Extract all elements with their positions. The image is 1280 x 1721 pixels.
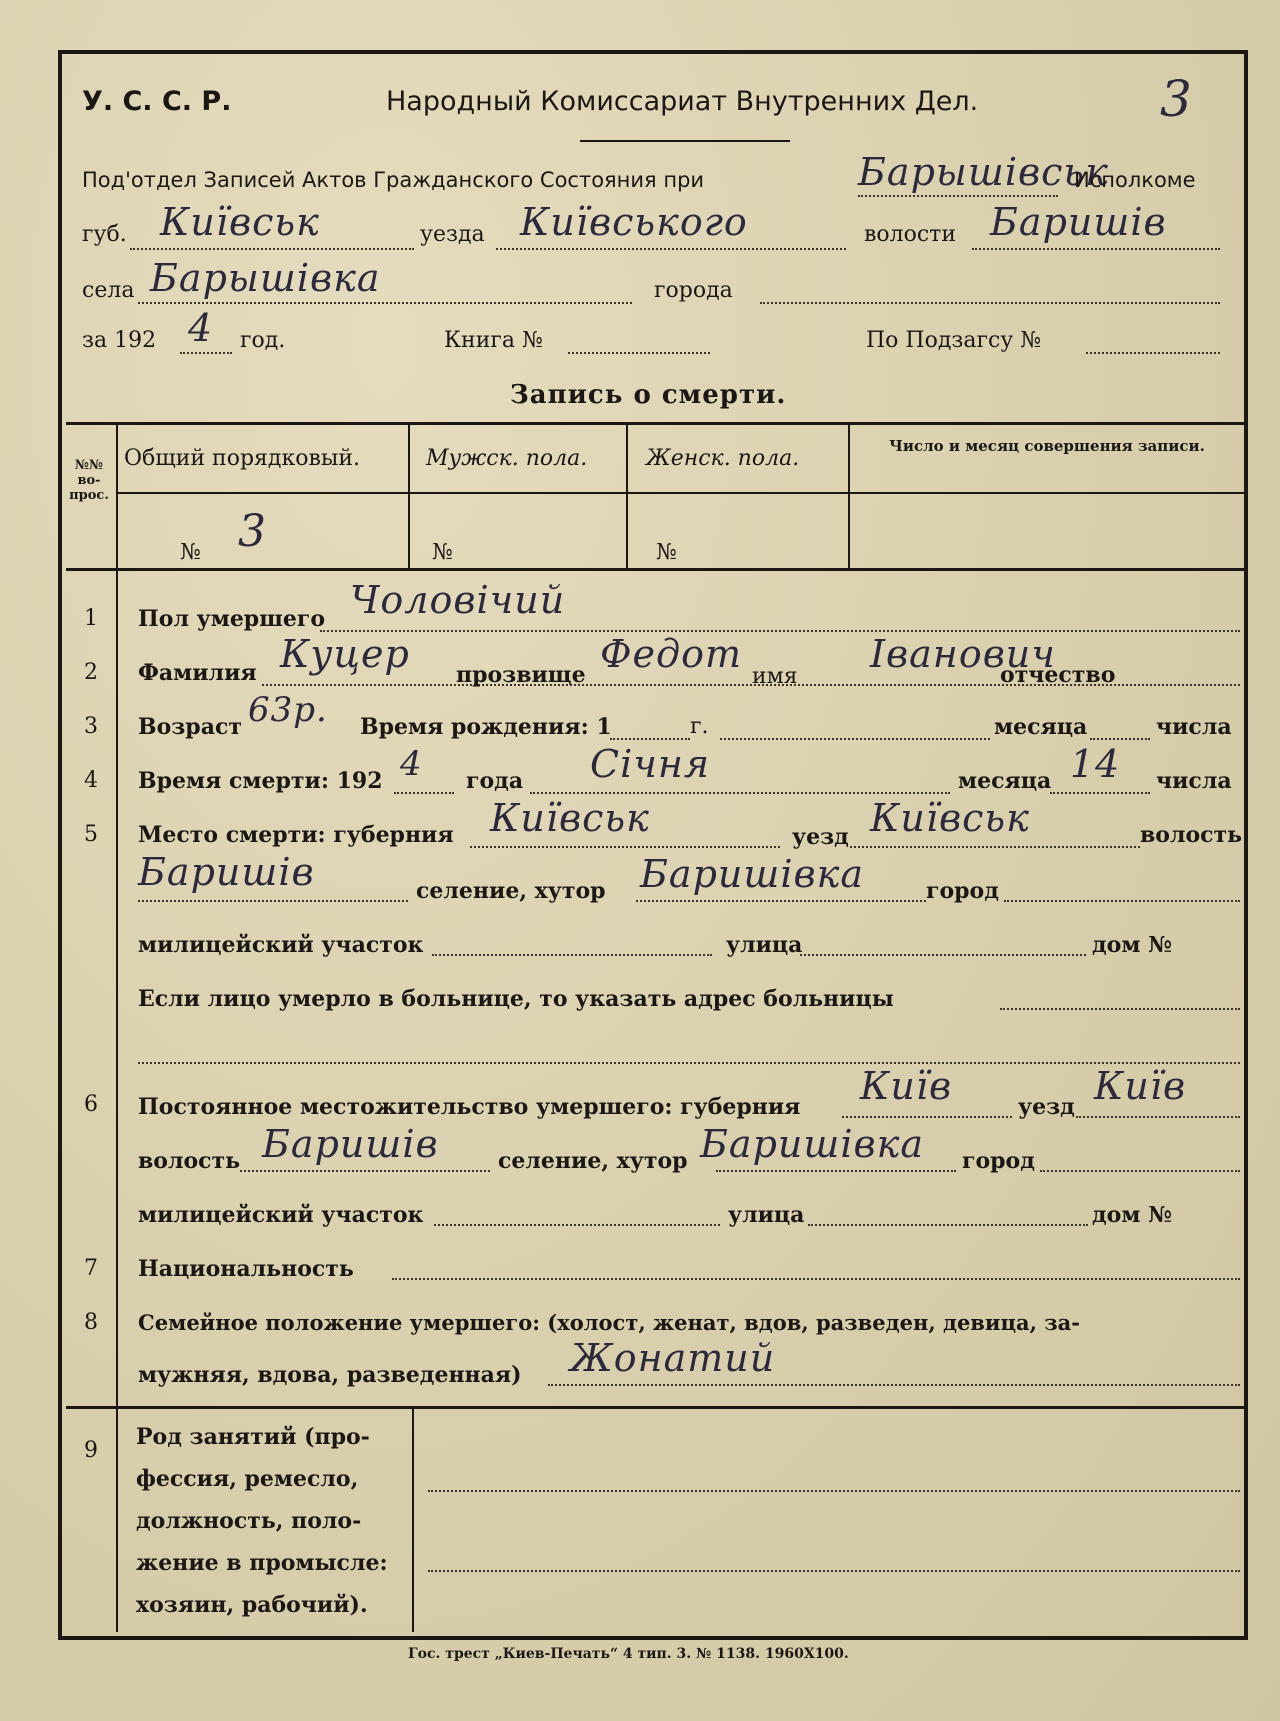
death-month-line: [530, 792, 950, 794]
subzags-label: По Подзагсу №: [866, 328, 1042, 353]
residence-selo-line: [716, 1170, 956, 1172]
nickname-label: прозвище: [456, 662, 586, 688]
female-header: Женск. пола.: [646, 446, 800, 471]
marital-value: Жонатий: [570, 1336, 776, 1380]
residence-house-label: дом №: [1092, 1202, 1173, 1228]
year-value: 4: [188, 306, 214, 350]
general-no-sign: №: [180, 540, 201, 565]
year-prefix: за 192: [82, 328, 157, 353]
volost-value: Баришів: [990, 200, 1167, 244]
residence-volost-label: волость: [138, 1148, 241, 1174]
sex-line: [320, 630, 1240, 632]
year-line: [180, 352, 232, 354]
document-number: 3: [1160, 70, 1193, 128]
hospital-line-2: [138, 1062, 1240, 1064]
date-header: Число и месяц совершения записи.: [889, 437, 1205, 455]
gub-line: [130, 248, 414, 250]
residence-uezd-label: уезд: [1018, 1094, 1075, 1120]
general-header: Общий порядковый.: [124, 446, 361, 471]
death-militia-label: милицейский участок: [138, 932, 424, 958]
gorod-label: города: [654, 278, 733, 303]
uezd-line: [496, 248, 846, 250]
birth-day-line: [1090, 738, 1150, 740]
male-no-sign: №: [432, 540, 453, 565]
row-number-5: 5: [84, 822, 98, 847]
reg-col-divider-3: [848, 422, 850, 568]
general-no-value: 3: [238, 506, 267, 557]
book-line: [568, 352, 710, 354]
occupation-label-5: хозяин, рабочий).: [136, 1592, 368, 1618]
selo-label: села: [82, 278, 135, 303]
residence-selo-label: селение, хутор: [498, 1148, 688, 1174]
death-street-label: улица: [726, 932, 803, 958]
residence-uezd-line: [1076, 1116, 1240, 1118]
commissariat-title: Народный Комиссариат Внутренних Дел.: [386, 86, 979, 117]
sex-value: Чоловічий: [350, 578, 566, 622]
gub-value: Київськ: [160, 200, 320, 244]
residence-militia-label: милицейский участок: [138, 1202, 424, 1228]
marital-label-line2: мужняя, вдова, разведенная): [138, 1362, 522, 1388]
death-day-value: 14: [1070, 742, 1121, 786]
ussr-label: У. С. С. Р.: [82, 86, 232, 117]
residence-gorod-label: город: [962, 1148, 1035, 1174]
residence-selo-value: Баришівка: [700, 1122, 924, 1166]
residence-gorod-line: [1040, 1170, 1240, 1172]
birth-day-label: числа: [1156, 714, 1232, 740]
residence-gub-line: [842, 1116, 1012, 1118]
subdept-label: Под'отдел Записей Актов Гражданского Состояния при: [82, 168, 705, 192]
first-name-value: Федот: [600, 632, 743, 676]
executive-line: [858, 195, 1058, 197]
row9-top-border: [66, 1406, 1246, 1409]
death-house-label: дом №: [1092, 932, 1173, 958]
occupation-label-3: должность, поло-: [136, 1508, 362, 1534]
selo-line: [138, 302, 632, 304]
hospital-line-1: [1000, 1008, 1240, 1010]
patronymic-value: Іванович: [870, 632, 1056, 676]
year-suffix: год.: [240, 328, 286, 353]
female-no-sign: №: [656, 540, 677, 565]
birth-label: Время рождения: 1: [360, 714, 612, 740]
subzags-line: [1086, 352, 1220, 354]
volost-line: [972, 248, 1220, 250]
death-gub-value: Київськ: [490, 796, 650, 840]
residence-street-line: [808, 1224, 1088, 1226]
residence-gub-value: Київ: [860, 1064, 953, 1108]
occupation-label-4: жение в промысле:: [136, 1550, 388, 1576]
death-volost-line: [138, 900, 408, 902]
death-gorod-label: город: [926, 878, 999, 904]
death-street-line: [800, 954, 1086, 956]
death-day-label: числа: [1156, 768, 1232, 794]
row-number-3: 3: [84, 714, 98, 739]
row-number-6: 6: [84, 1092, 98, 1117]
occupation-label-2: фессия, ремесло,: [136, 1466, 359, 1492]
death-selo-label: селение, хутор: [416, 878, 606, 904]
residence-uezd-value: Київ: [1094, 1064, 1187, 1108]
death-day-line: [1050, 792, 1150, 794]
death-volost-value: Баришів: [138, 850, 315, 894]
age-value: 63р.: [248, 690, 328, 730]
death-year-line: [394, 792, 454, 794]
row9-divider: [412, 1406, 414, 1632]
death-uezd-line: [850, 846, 1140, 848]
row-number-2: 2: [84, 660, 98, 685]
executive-label: Исполкоме: [1074, 168, 1196, 192]
death-month-label: месяца: [958, 768, 1052, 794]
uezd-value: Київського: [520, 200, 748, 244]
death-month-value: Січня: [590, 742, 711, 786]
death-uezd-label: уезд: [792, 824, 849, 850]
sex-label: Пол умершего: [138, 606, 325, 632]
header-divider: [580, 140, 790, 142]
surname-value: Куцер: [280, 632, 410, 676]
printer-footer: Гос. трест „Киев-Печать“ 4 тип. 3. № 1138. 1960Х100.: [408, 1646, 849, 1662]
row-number-1: 1: [84, 606, 98, 631]
gorod-line: [760, 302, 1220, 304]
selo-value: Барышівка: [150, 256, 381, 300]
marital-line: [548, 1384, 1240, 1386]
birth-year-suffix: г.: [690, 714, 709, 739]
death-uezd-value: Київськ: [870, 796, 1030, 840]
residence-militia-line: [434, 1224, 720, 1226]
reg-col-divider-2: [626, 422, 628, 568]
first-name-label: имя: [752, 664, 798, 689]
residence-label: Постоянное местожительство умершего: губерния: [138, 1094, 801, 1120]
row-number-7: 7: [84, 1256, 98, 1281]
reg-table-bottom: [66, 568, 1246, 571]
marital-label-line1: Семейное положение умершего: (холост, женат, вдов, разведен, девица, за-: [138, 1310, 1080, 1335]
executive-value: Барышівськ: [858, 150, 1109, 194]
death-selo-line: [636, 900, 926, 902]
occupation-label-1: Род занятий (про-: [136, 1424, 370, 1450]
surname-label: Фамилия: [138, 660, 257, 686]
patronymic-label: отчество: [1000, 662, 1116, 688]
nationality-label: Национальность: [138, 1256, 354, 1282]
qnum-header: №№ во- прос.: [69, 458, 109, 503]
form-title: Запись о смерти.: [510, 380, 787, 410]
row-number-4: 4: [84, 768, 98, 793]
death-gub-line: [470, 846, 780, 848]
occupation-line-1: [428, 1490, 1240, 1492]
death-volost-label: волость: [1140, 822, 1243, 848]
book-label: Книга №: [444, 328, 543, 353]
residence-volost-line: [240, 1170, 490, 1172]
birth-year-line: [610, 738, 690, 740]
occupation-line-2: [428, 1570, 1240, 1572]
nationality-line: [392, 1278, 1240, 1280]
volost-label: волости: [864, 222, 957, 247]
reg-table-top: [66, 422, 1246, 425]
birth-month-line: [720, 738, 990, 740]
death-selo-value: Баришівка: [640, 852, 864, 896]
death-militia-line: [432, 954, 712, 956]
hospital-label: Если лицо умерло в больнице, то указать адрес больницы: [138, 986, 894, 1012]
row-number-8: 8: [84, 1310, 98, 1335]
death-time-label: Время смерти: 192: [138, 768, 383, 794]
birth-month-label: месяца: [994, 714, 1088, 740]
age-label: Возраст: [138, 714, 242, 740]
residence-volost-value: Баришів: [262, 1122, 439, 1166]
row-number-9: 9: [84, 1438, 98, 1463]
death-year-label: года: [466, 768, 524, 794]
reg-table-mid: [116, 492, 1246, 494]
reg-col-divider-1: [408, 422, 410, 568]
death-place-label: Место смерти: губерния: [138, 822, 454, 848]
qnum-column-divider: [116, 422, 118, 1632]
male-header: Мужск. пола.: [426, 446, 588, 471]
death-gorod-line: [1004, 900, 1240, 902]
gub-label: губ.: [82, 222, 127, 247]
death-year-value: 4: [400, 744, 423, 784]
uezd-label: уезда: [420, 222, 485, 247]
residence-street-label: улица: [728, 1202, 805, 1228]
